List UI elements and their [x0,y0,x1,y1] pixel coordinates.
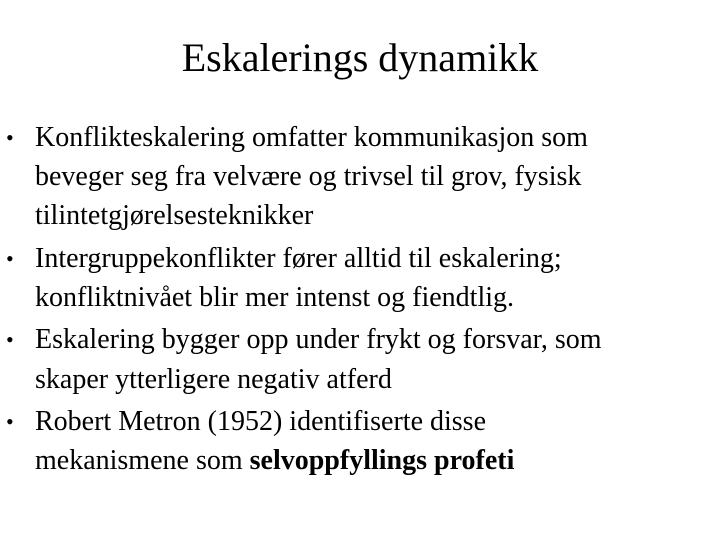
slide-title: Eskalerings dynamikk [181,35,539,80]
bullet-text-line: tilintetgjørelsesteknikker [35,200,314,232]
bullet-text-line: skaper ytterligere negativ atferd [35,363,392,395]
bullet-icon: • [6,327,14,353]
bullet-icon: • [6,125,14,150]
bullet-list [0,118,720,484]
bullet-text-line: Robert Metron (1952) identifiserte disse [35,405,487,437]
bullet-item [0,320,720,398]
bullet-text-line: Eskalering bygger opp under frykt og forsvar, som [35,324,602,356]
bullet-item [0,402,720,480]
bullet-text-segment: mekanismene som [35,445,250,477]
bullet-icon: • [6,408,14,434]
bullet-text-line: konfliktnivået blir mer intenst og fiendtlig. [35,282,515,313]
bullet-item [0,118,720,236]
bullet-icon: • [6,245,14,271]
bullet-text-line: Intergruppekonflikter fører alltid til eskalering; [35,242,562,274]
bullet-text-line: beveger seg fra velvære og trivsel til grov, fysisk [35,161,582,193]
emphasized-term: selvoppfyllings profeti [249,445,515,477]
bullet-text-line: Konflikteskalering omfatter kommunikasjon som [35,122,588,153]
bullet-text-line-with-emphasis [35,441,700,480]
bullet-item [0,239,720,317]
